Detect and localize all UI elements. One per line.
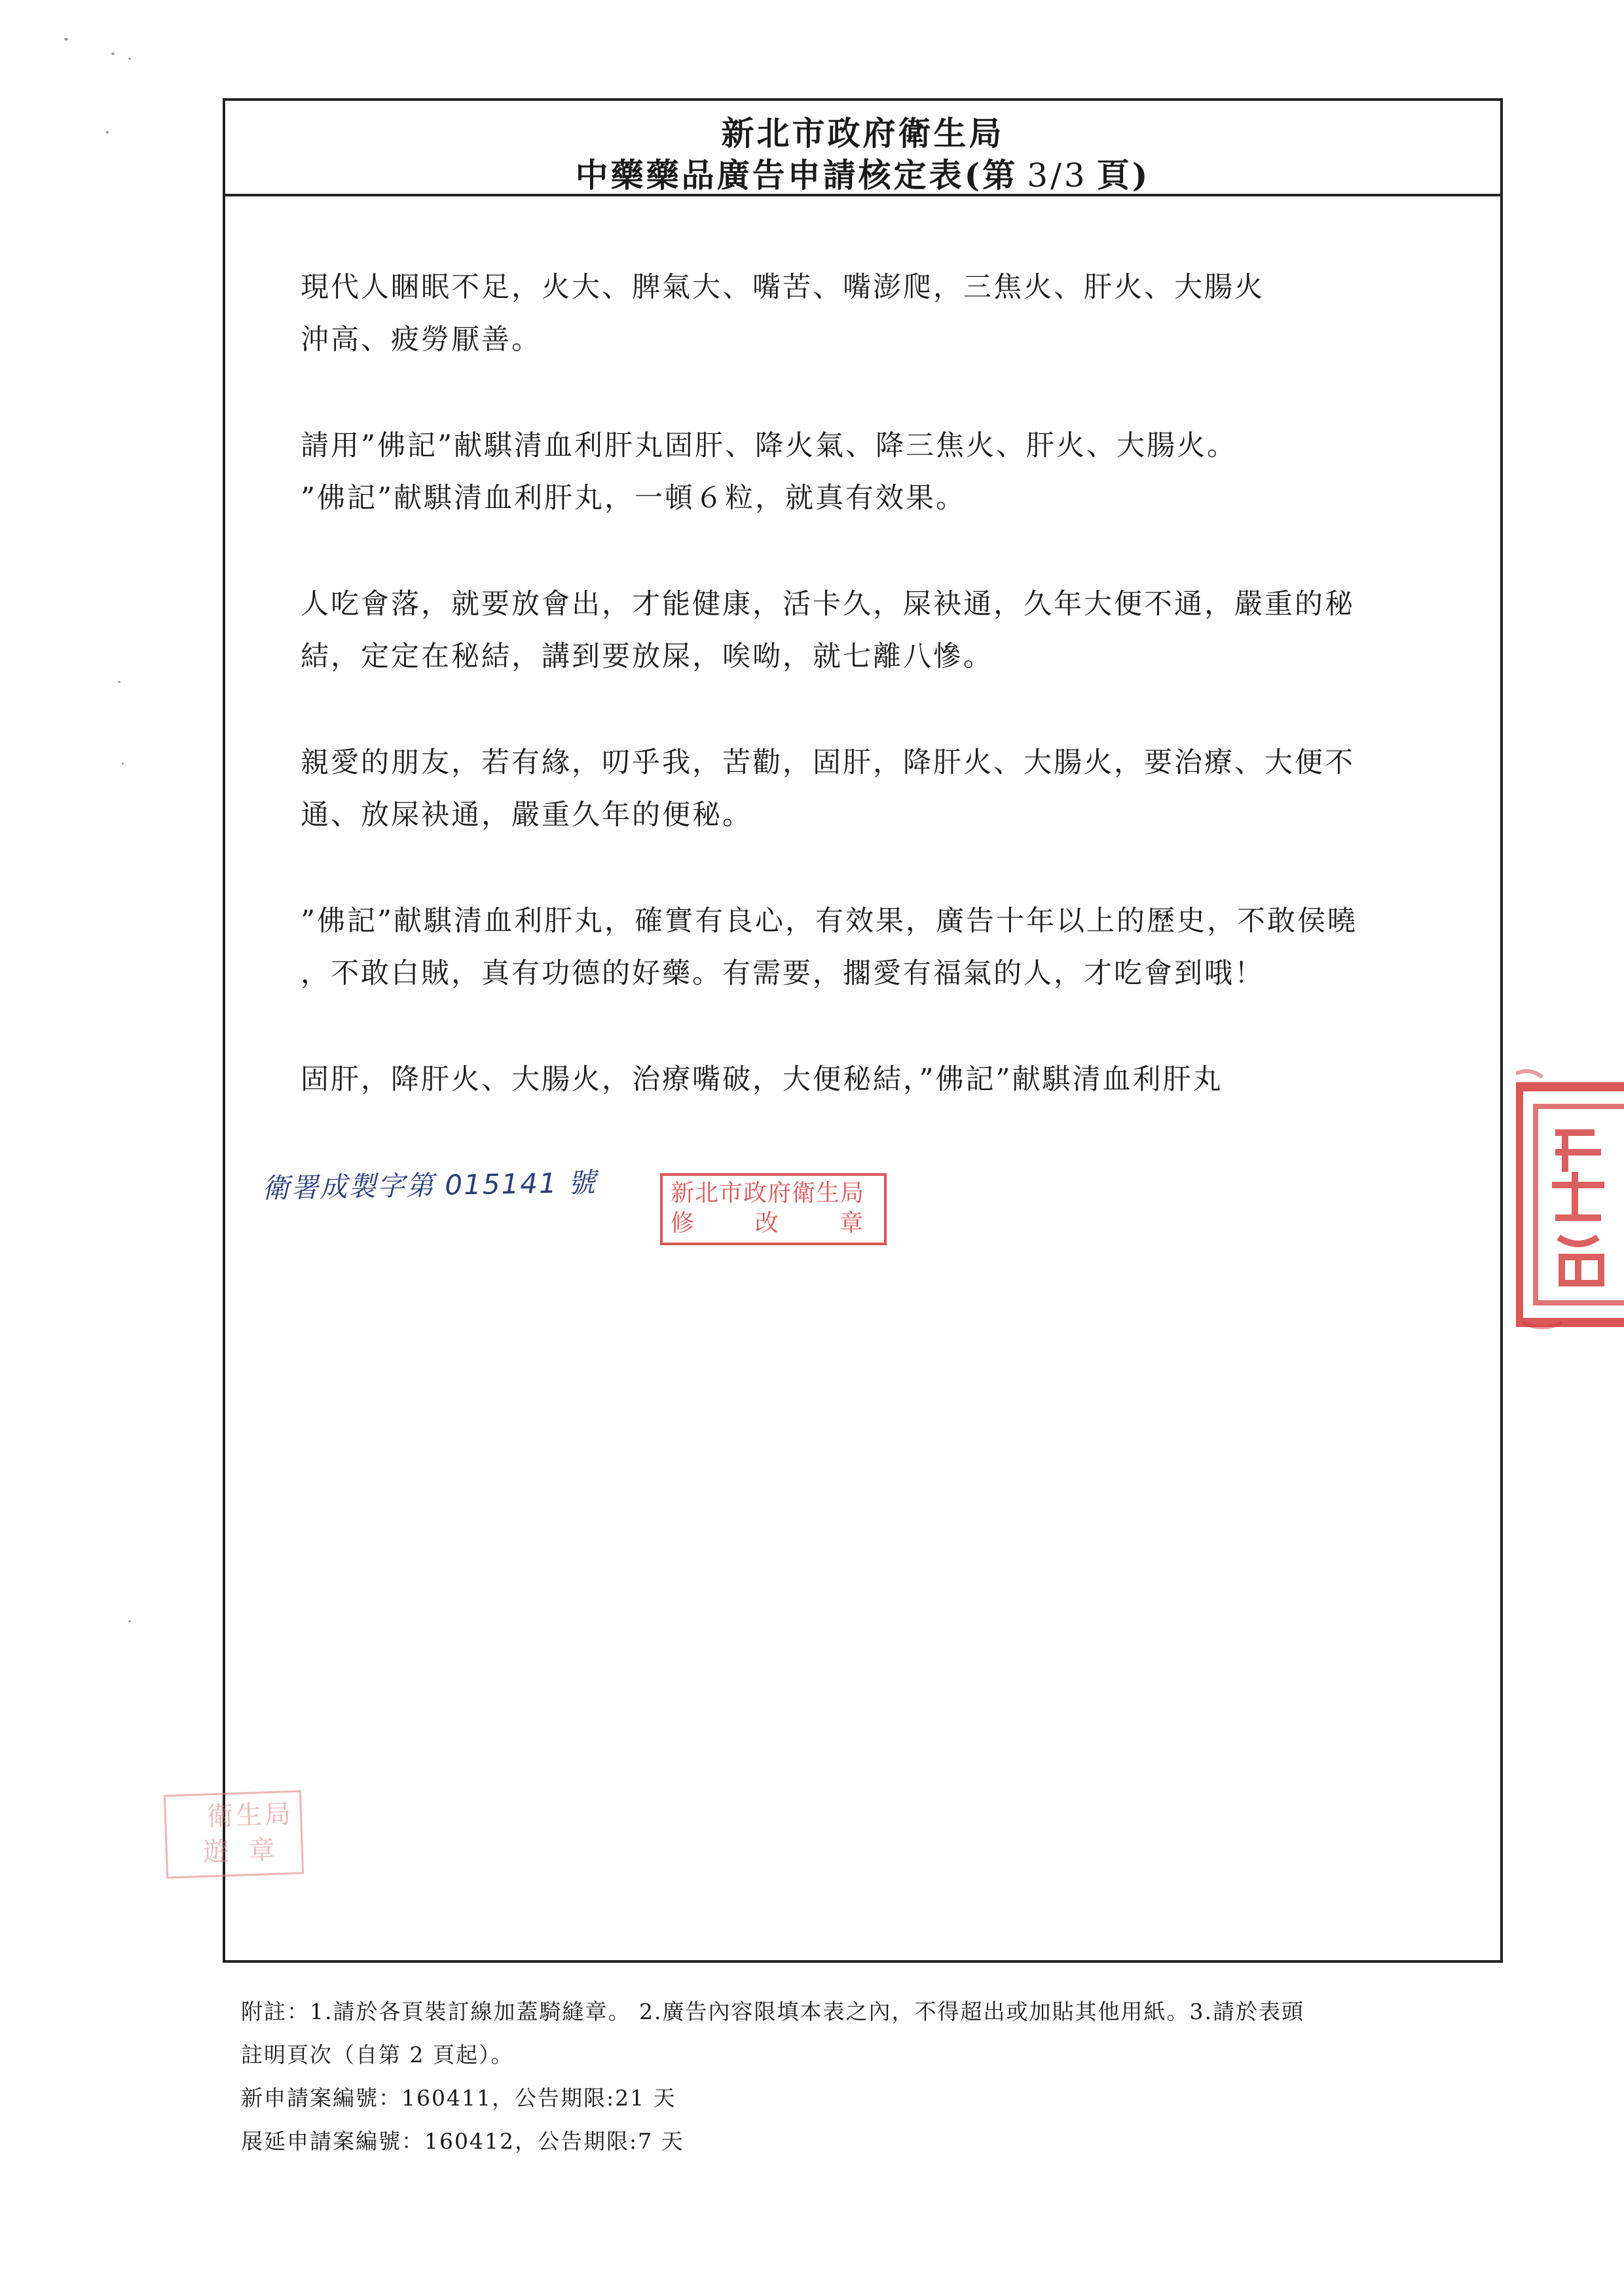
footnote-line-2: 註明頁次（自第 2 頁起）。 <box>241 2042 514 2068</box>
revision-stamp-line1: 新北市政府衛生局 <box>671 1180 865 1207</box>
stamp-char-3: 章 <box>839 1210 863 1237</box>
subtitle-prefix: 中藥藥品廣告申請核定表(第 <box>575 156 1018 194</box>
page-indicator: 3/3 <box>1018 156 1096 196</box>
header-subtitle <box>225 149 1500 196</box>
stamp-char-1: 修 <box>671 1210 695 1237</box>
revision-stamp-line2 <box>671 1209 876 1239</box>
ad-paragraph-5: ”佛記”献騏清血利肝丸，確實有良心，有效果，廣告十年以上的歷史，不敢侯曉 ，不敢白賊，真有功德的好藥。有需要，擱愛有福氣的人，才吃會到哦！ <box>301 905 1357 990</box>
ad-paragraph-6: 固肝，降肝火、大腸火，治療嘴破，大便秘結，”佛記”献騏清血利肝丸 <box>301 1063 1223 1096</box>
ad-paragraph-3: 人吃會落，就要放會出，才能健康，活卡久，屎袂通，久年大便不通，嚴重的秘 結，定定在秘結，講到要放屎，唉呦，就七離八慘。 <box>301 588 1355 673</box>
footnote-line-1: 附註：1.請於各頁裝訂線加蓋騎縫章。 2.廣告內容限填本表之內，不得超出或加貼其他用紙。3.請於表頭 <box>241 1999 1304 2024</box>
partial-seal-icon <box>1516 1061 1624 1342</box>
header-title: 新北市政府衛生局 <box>721 114 1005 153</box>
new-application-number: 新申請案編號：160411，公告期限:21 天 <box>241 2085 676 2111</box>
ad-content <box>301 261 1460 1106</box>
ad-paragraph-4: 親愛的朋友，若有緣，叨乎我，苦勸，固肝，降肝火、大腸火，要治療、大便不 通、放屎袂通，嚴重久年的便秘。 <box>301 746 1355 831</box>
footnotes <box>241 1990 1518 2163</box>
subtitle-suffix: 頁) <box>1096 156 1151 194</box>
handwritten-license-number: 衛署成製字第 015141 號 <box>261 1166 597 1205</box>
form-header <box>225 101 1500 196</box>
extension-application-number: 展延申請案編號：160412，公告期限:7 天 <box>241 2128 684 2154</box>
ad-paragraph-1: 現代人睏眠不足，火大、脾氣大、嘴苦、嘴澎爬，三焦火、肝火、大腸火 沖高、疲勞厭善。 <box>301 271 1264 356</box>
faint-stamp <box>164 1790 304 1878</box>
stamp-char-2: 改 <box>754 1210 779 1237</box>
revision-stamp <box>660 1173 887 1245</box>
faint-stamp-line1: 衛生局 <box>206 1798 294 1832</box>
ad-form-table <box>223 98 1503 1963</box>
ad-paragraph-2: 請用”佛記”献騏清血利肝丸固肝、降火氣、降三焦火、肝火、大腸火。 ”佛記”献騏清血利肝丸，一頓６粒，就真有效果。 <box>301 429 1237 515</box>
faint-stamp-line2: 遊章 <box>202 1834 295 1868</box>
